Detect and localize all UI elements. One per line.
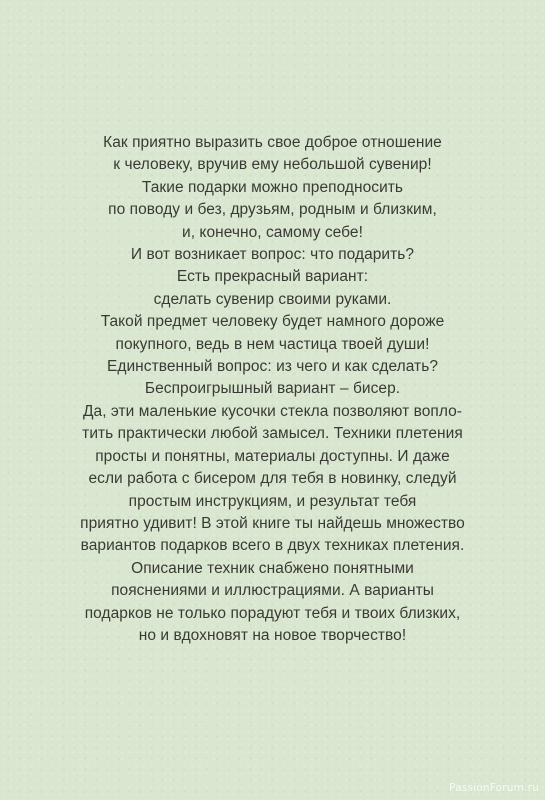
text-line: Беспроигрышный вариант – бисер.: [144, 380, 401, 398]
text-line: покупного, ведь в нем частица твоей души!: [115, 335, 430, 353]
text-line: просты и понятны, материалы доступны. И даже: [95, 447, 450, 465]
text-line: но и вдохновят на новое творчество!: [138, 626, 407, 644]
text-line: вариантов подарков всего в двух техниках плетения.: [80, 537, 465, 555]
text-line: если работа с бисером для тебя в новинку, следуй: [88, 470, 457, 488]
text-line: к человеку, вручив ему небольшой сувенир!: [113, 156, 432, 174]
text-line: Да, эти маленькие кусочки стекла позволяют вопло-: [82, 402, 463, 420]
text-line: Как приятно выразить свое доброе отношение: [103, 134, 442, 151]
text-line: Такой предмет человеку будет намного дороже: [100, 313, 445, 331]
text-line: по поводу и без, друзьям, родным и близким,: [108, 201, 437, 219]
text-line: Единственный вопрос: из чего и как сделать?: [106, 358, 438, 376]
text-line: и, конечно, самому себе!: [182, 223, 363, 241]
text-line: простым инструкциям, и результат тебя: [128, 492, 417, 510]
text-line: Описание техник снабжено понятными: [131, 559, 414, 577]
text-line: тить практически любой замысел. Техники плетения: [82, 425, 463, 443]
text-line: приятно удивит! В этой книге ты найдешь множество: [80, 514, 465, 532]
text-line: И вот возникает вопрос: что подарить?: [130, 246, 415, 264]
text-line: подарков не только порадуют тебя и твоих близких,: [84, 604, 461, 622]
text-line: сделать сувенир своими руками.: [153, 290, 392, 308]
text-line: Есть прекрасный вариант:: [176, 268, 369, 286]
watermark-text: PassionForum.ru: [449, 782, 539, 794]
text-line: Такие подарки можно преподносить: [141, 178, 404, 196]
text-line: пояснениями и иллюстрациями. А варианты: [111, 582, 434, 600]
intro-text-block: [20, 132, 525, 647]
